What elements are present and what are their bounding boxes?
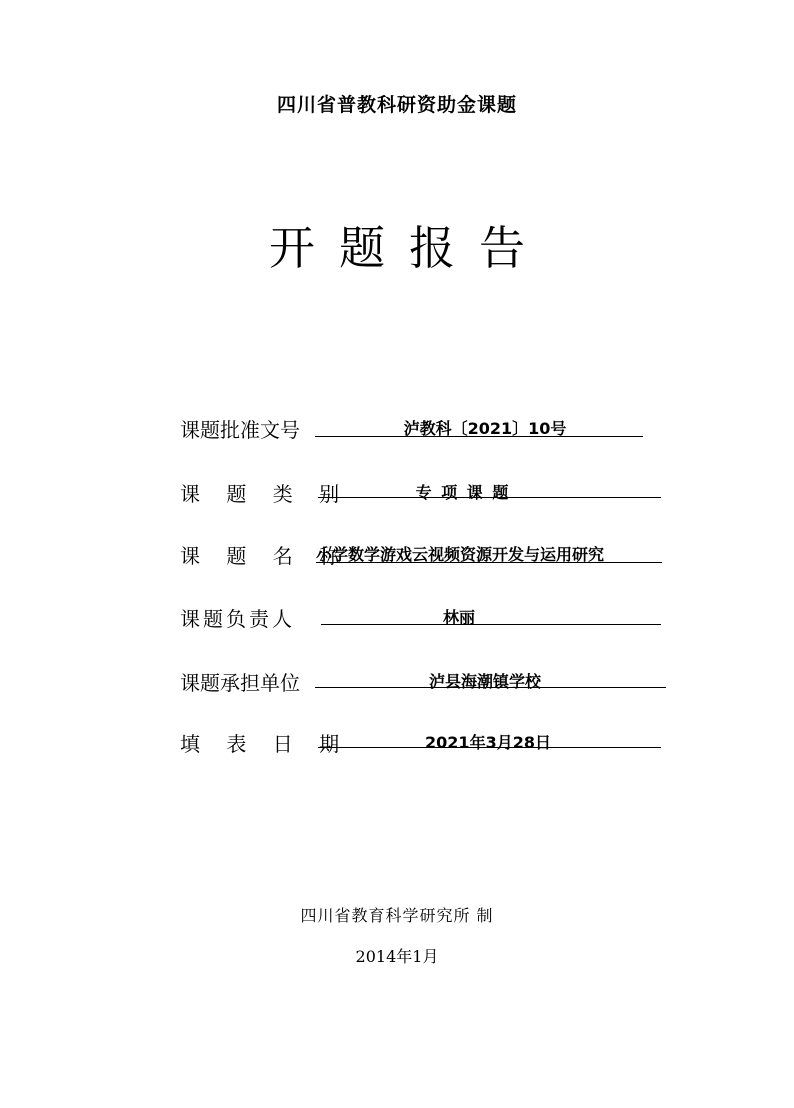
field-value-approval-number: 泸教科〔2021〕10号: [403, 419, 567, 438]
field-label-category: 课 题 类 别: [180, 482, 350, 506]
field-label-leader: 课题负责人: [180, 607, 295, 631]
field-value-category: 专 项 课 题: [415, 483, 511, 502]
field-label-topic-name: 课 题 名 称: [180, 544, 350, 568]
footer-date: 2014年1月: [355, 947, 439, 966]
field-label-approval-number: 课题批准文号: [180, 418, 300, 442]
field-value-unit: 泸县海潮镇学校: [428, 672, 541, 691]
report-title: 开题报告: [269, 221, 549, 275]
field-value-leader: 林丽: [442, 608, 475, 627]
field-value-fill-date: 2021年3月28日: [425, 733, 551, 752]
field-label-fill-date: 填 表 日 期: [180, 732, 350, 756]
document-header: 四川省普教科研资助金课题: [276, 94, 517, 116]
footer-organization: 四川省教育科学研究所 制: [300, 906, 494, 925]
field-value-topic-name: 小学数学游戏云视频资源开发与运用研究: [316, 545, 605, 564]
field-label-unit: 课题承担单位: [180, 671, 300, 695]
